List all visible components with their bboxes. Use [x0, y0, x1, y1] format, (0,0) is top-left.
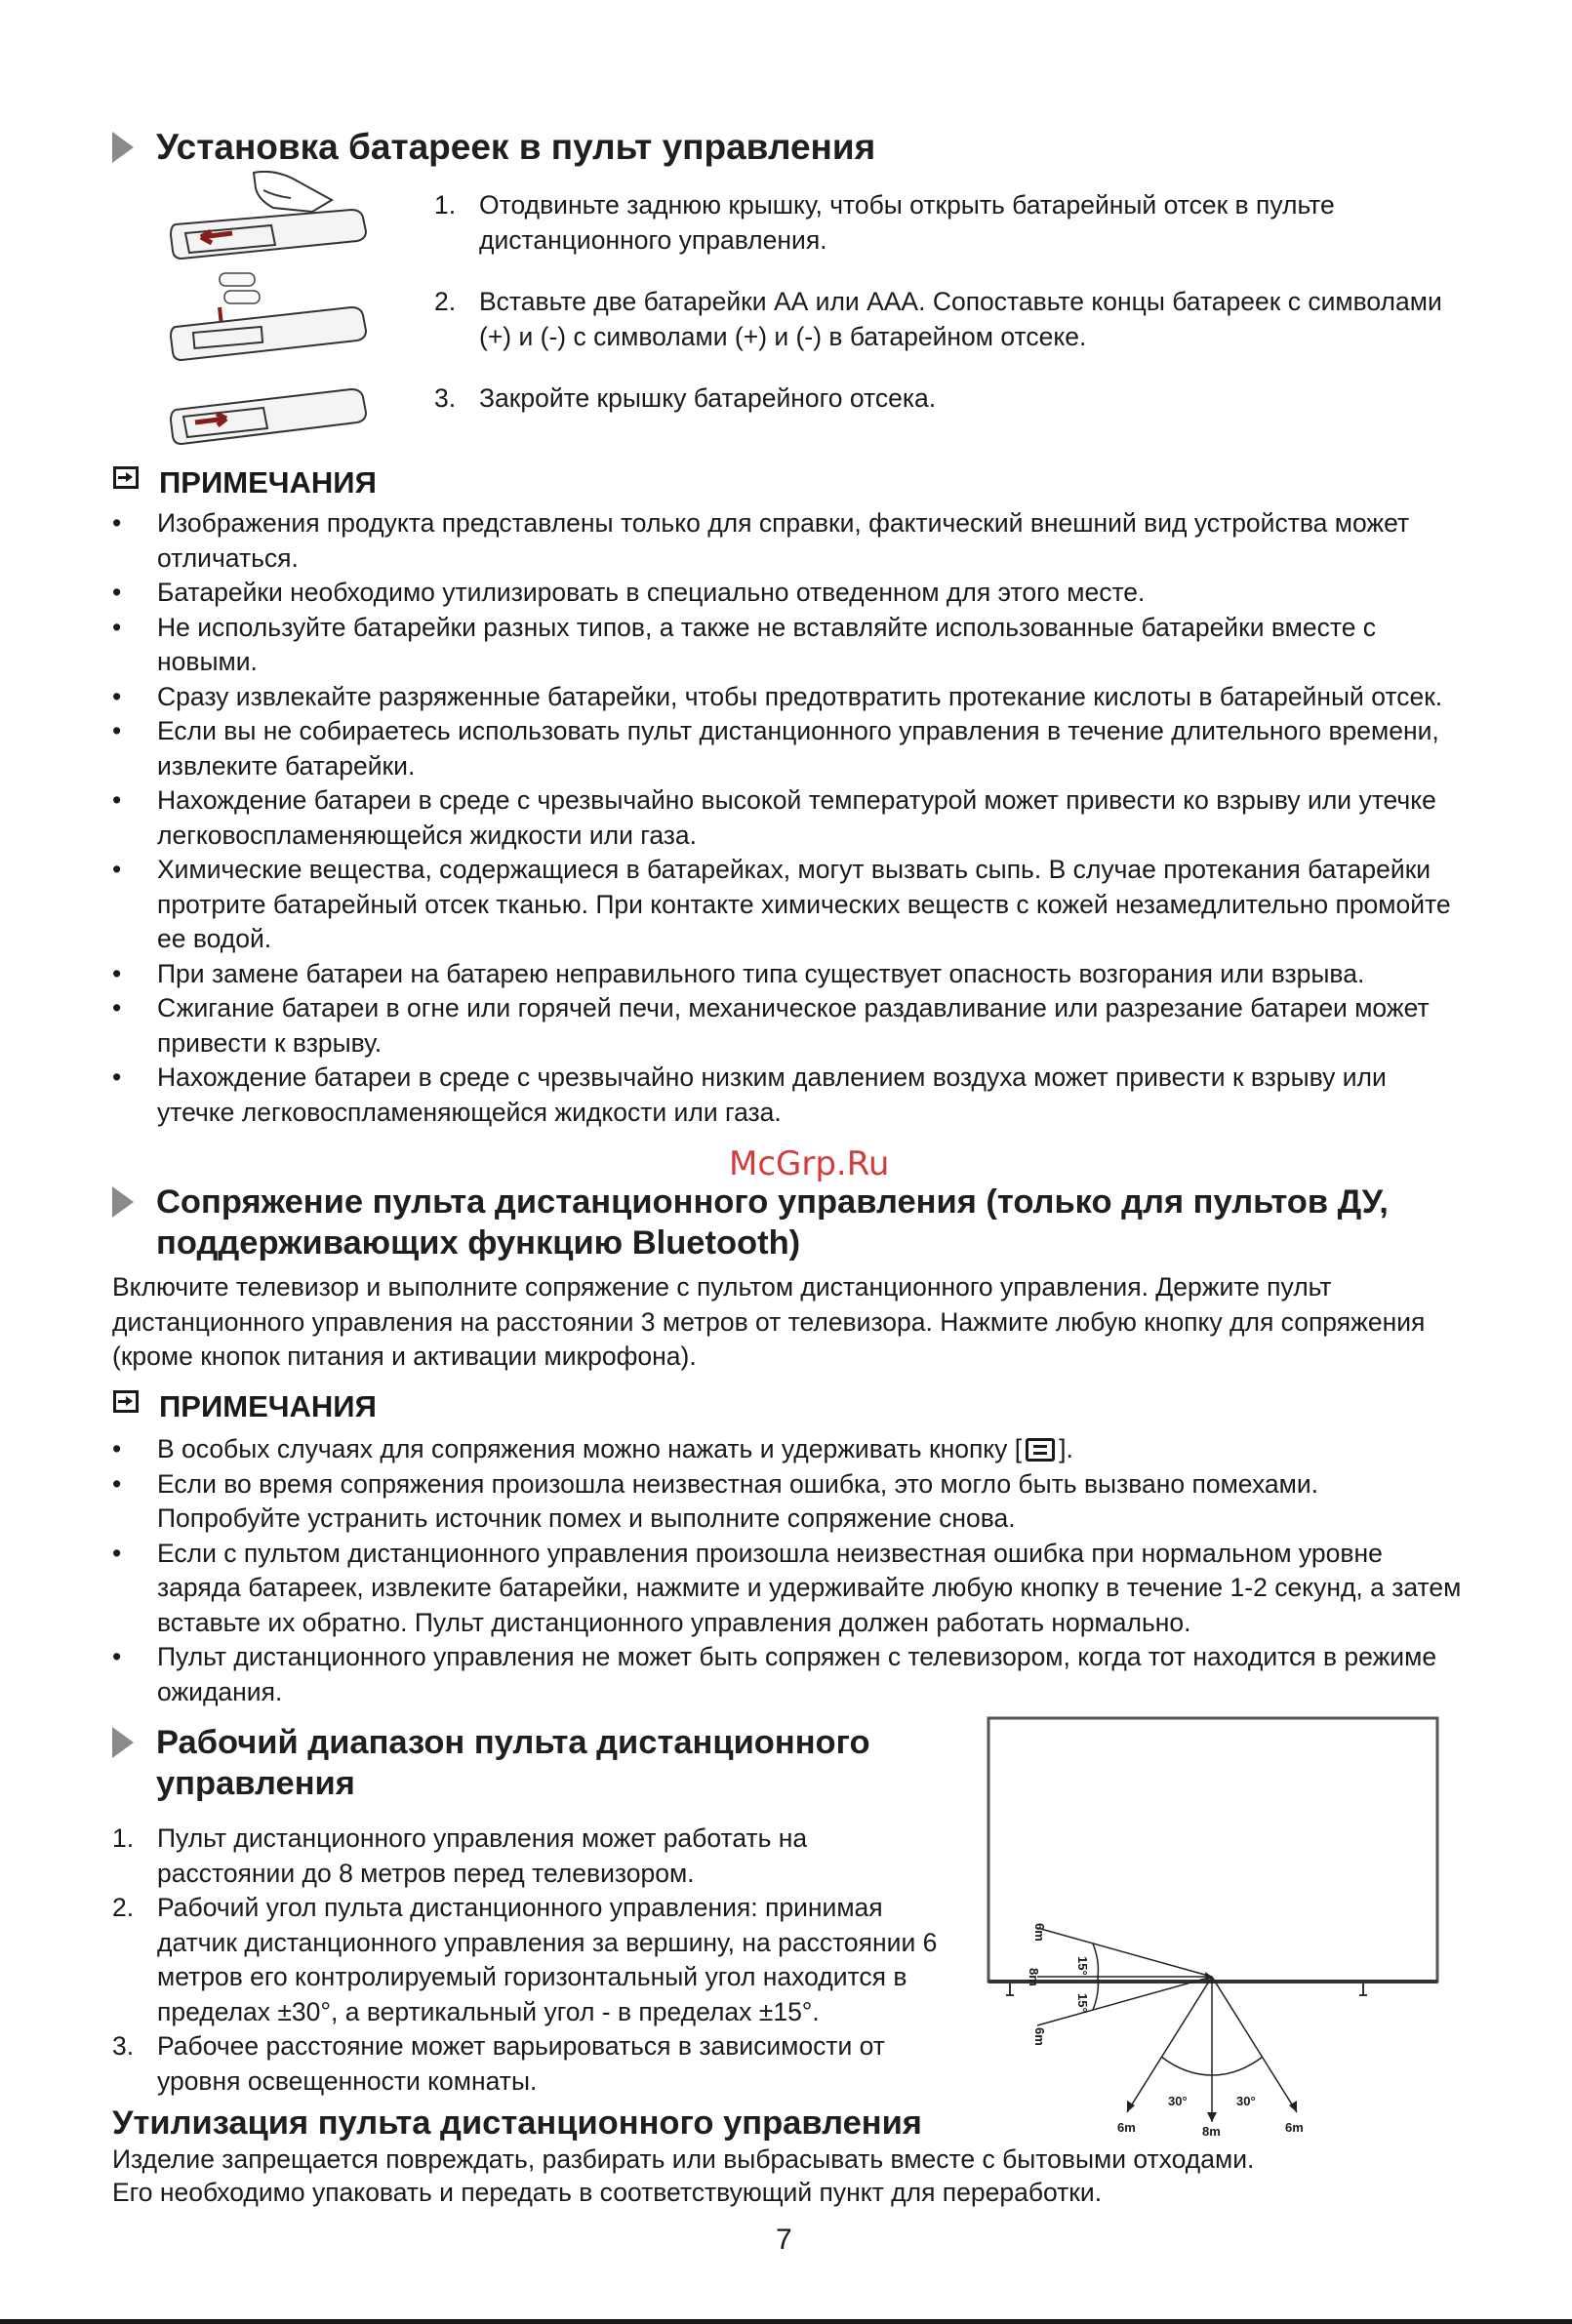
section-marker-icon [112, 1186, 134, 1218]
list-item: • Химические вещества, содержащиеся в батарейках, могут вызвать сыпь. В случае протекания батарейки протрите батарейный отсек тканью. При контакте химических веществ с кожей незамедлительно промойте ее водой. [112, 853, 1469, 957]
list-item: 2. Вставьте две батарейки АА или ААА. Сопоставьте концы батареек с символами (+) и (-) с символами (+) и (-) в батарейном отсеке. [434, 287, 1442, 351]
pairing-description: Включите телевизор и выполните сопряжение с пультом дистанционного управления. Держите пульт дистанционного управления на расстоянии 3 метров от телевизора. Нажмите любую кнопку для сопряжения (кроме кнопок питания и активации микрофона). [112, 1272, 1426, 1371]
list-item: • Если с пультом дистанционного управления произошла неизвестная ошибка при нормальном уровне заряда батареек, извлеките батарейки, нажмите и удерживайте любую кнопку в течение 1-2 секунд, а затем вставьте их обратно. Пульт дистанционного управления должен работать нормально. [112, 1537, 1469, 1641]
label-30-right: 30° [1236, 2094, 1256, 2108]
remote-open-cover [171, 172, 366, 259]
notes-list [112, 506, 1469, 1130]
label-8m-center: 8m [1202, 2124, 1221, 2139]
list-item: • Если во время сопряжения произошла неизвестная ошибка, это могло быть вызвано помехами. Попробуйте устранить источник помех и выполните сопряжение снова. [112, 1467, 1469, 1537]
label-30-left: 30° [1168, 2094, 1188, 2108]
list-item: • Сразу извлекайте разряженные батарейки, чтобы предотвратить протекание кислоты в батарейный отсек. [112, 680, 1469, 715]
section-title-range: Рабочий диапазон пульта дистанционного управления [156, 1724, 870, 1802]
list-item: 1. Отодвиньте заднюю крышку, чтобы открыть батарейный отсек в пульте дистанционного управления. [434, 190, 1335, 255]
list-item: • Батарейки необходимо утилизировать в специально отведенном для этого месте. [112, 576, 1469, 611]
list-item: 1. Пульт дистанционного управления может работать на расстоянии до 8 метров перед телевизором. [112, 1823, 808, 1888]
range-steps-list [112, 1822, 951, 2099]
list-item: • Изображения продукта представлены только для справки, фактический внешний вид устройства может отличаться. [112, 506, 1469, 576]
notes-list [112, 1432, 1469, 1709]
notes-heading: ПРИМЕЧАНИЯ [159, 465, 377, 500]
disposal-text-line2: Его необходимо упаковать и передать в соответствующий пункт для переработки. [112, 2178, 1103, 2207]
remote-closed [171, 389, 366, 444]
section-marker-icon [112, 132, 134, 163]
list-item: 3. Закройте крышку батарейного отсека. [434, 383, 937, 413]
battery-steps-list [434, 188, 1449, 417]
menu-button-icon [1026, 1438, 1055, 1462]
battery-install-illustration [166, 171, 376, 454]
list-item: • Нахождение батареи в среде с чрезвычайно низким давлением воздуха может привести к взрыву или утечке легковоспламеняющейся жидкости или газа. [112, 1061, 1469, 1130]
section-title-batteries: Установка батареек в пульт управления [156, 127, 876, 167]
section-marker-icon [112, 1727, 134, 1758]
section-title-disposal: Утилизация пульта дистанционного управления [112, 2104, 922, 2142]
note-icon [113, 466, 139, 489]
footer-rule [0, 2319, 1572, 2324]
list-item: 2. Рабочий угол пульта дистанционного управления: принимая датчик дистанционного управления за вершину, на расстоянии 6 метров его контролируемый горизонтальный угол находится в пределах ±30°, а вертикальный угол - в пределах ±15°. [112, 1893, 938, 2026]
tv-stand-leg [1006, 1982, 1014, 1995]
list-item: • Нахождение батареи в среде с чрезвычайно высокой температурой может привести ко взрыву или утечке легковоспламеняющейся жидкости или газа. [112, 783, 1469, 853]
list-item: 3. Рабочее расстояние может варьироваться в зависимости от уровня освещенности комнаты. [112, 2031, 885, 2096]
list-item: • Если вы не собираетесь использовать пульт дистанционного управления в течение длительного времени, извлеките батарейки. [112, 714, 1469, 783]
list-item: • Сжигание батареи в огне или горячей печи, механическое раздавливание или разрезание батареи может привести к взрыву. [112, 991, 1469, 1061]
remote-compartment [171, 307, 366, 360]
label-6m-bottom: 6m [1032, 2027, 1047, 2046]
label-8m-left: 8m [1027, 1968, 1041, 1986]
note-icon [113, 1390, 139, 1413]
remote-range-diagram [981, 1712, 1449, 2142]
label-6m-left: 6m [1117, 2120, 1136, 2135]
list-item: • Не используйте батарейки разных типов, а также не вставляйте использованные батарейки вместе с новыми. [112, 611, 1469, 680]
tv-stand-leg [1359, 1982, 1367, 1995]
tv-screen [988, 1718, 1437, 1982]
watermark: McGrp.Ru [729, 1144, 890, 1183]
list-item: • Пульт дистанционного управления не может быть сопряжен с телевизором, когда тот находится в режиме ожидания. [112, 1640, 1469, 1709]
batteries-pair [220, 273, 260, 303]
notes-heading: ПРИМЕЧАНИЯ [159, 1389, 377, 1423]
list-item: • В особых случаях для сопряжения можно нажать и удерживать кнопку [ ]. [112, 1432, 1469, 1467]
label-15-bottom: 15° [1075, 1993, 1090, 2013]
label-15-top: 15° [1075, 1956, 1090, 1976]
label-6m-top: 6m [1032, 1923, 1047, 1942]
list-item: • При замене батареи на батарею неправильного типа существует опасность возгорания или взрыва. [112, 957, 1469, 992]
disposal-text-line1: Изделие запрещается повреждать, разбирать или выбрасывать вместе с бытовыми отходами. [112, 2144, 1255, 2174]
page-number: 7 [776, 2224, 792, 2256]
section-title-pairing: Сопряжение пульта дистанционного управления (только для пультов ДУ, поддерживающих функцию Bluetooth) [156, 1183, 1389, 1262]
label-6m-right: 6m [1285, 2120, 1304, 2135]
